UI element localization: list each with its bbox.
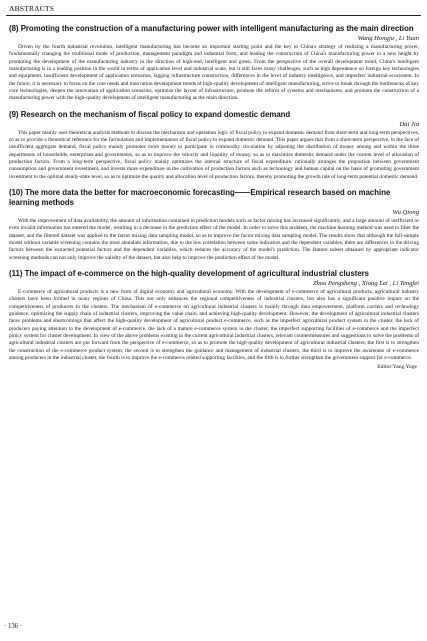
article-9: [9, 110, 419, 181]
article-title: (9) Research on the mechanism of fiscal policy to expand domestic demand: [9, 109, 291, 119]
article-abstract: With the improvement of data availability, the amount of information contained in prediction models such as factor mixing has increased significantly, and a large amount of inefficient or even invalid information has entered the model, resulting in a decrease in the prediction effect of the model. In order to solve this problem, the machine learning method was used to filter the dataset, and the filtered dataset was applied to the factor mixing data sampling model, so as to improve the factor mixing data sampling model. The results show that although the full-sample model without variable screening contains the most abundant information, due to the low correlation between some indicators and the dependent variables, there are differences in the driving factors between the extracted potential factors and the dependent variables, which reduces the accuracy of the model's prediction. The feature subset obtained by appropriate indicator screening methods can not only improve the validity of the dataset, but also help to improve the prediction effect of the model.: [9, 217, 419, 261]
article-8: [9, 24, 419, 103]
abstracts-content: [9, 24, 419, 371]
article-11: [9, 269, 419, 371]
article-authors: Wu Qiong: [392, 208, 419, 216]
article-title: (8) Promoting the construction of a manufacturing power with intelligent manufacturing as the main direction: [9, 24, 414, 33]
editor-credit: Editor:Yang Yuge: [377, 364, 417, 371]
article-abstract: E-commerce of agricultural products is a new form of digital economy and agricultural economy. With the development of e-commerce of agricultural products, agricultural industry clusters have been formed in many regions of China. This not only enhances the regional competitiveness of industrial clusters, but also has a significant positive impact on the competitiveness of producers in the clusters. The mechanism of e-commerce on agricultural industrial clusters is mainly through data empowerment, platform carriers and technology guidance, optimizing the supply chain of industrial clusters, improving the value chain, and achieving high-quality development. However, the development of agricultural industrial clusters faces problems and shortcomings that affect the high-quality development of agricultural product e-commerce, such as the imperfect agricultural product system in the cluster, the lack of producers paying attention to the development of e-commerce, the lack of a mature e-commerce system in the cluster, the imperfect supporting facilities of e-commerce and the imperfect policy system for cluster development. In view of the above problems existing in the current agricultural industrial clusters, relevant countermeasures and suggestions to solve the problems of agricultural industrial clusters are put forward from the perspective of e-commerce, so as to promote the high-quality development of agricultural industrial clusters; the first is to strengthen the construction of the e-commerce product system, the second is to strengthen the guidance and management of industrial clusters, the third is to improve the awareness of e-commerce among producers in the industrial cluster, the fourth is to improve the e-commerce related supporting facilities, and the fifth is to further strengthen the government support for e-commerce.: [9, 289, 419, 362]
article-abstract: Driven by the fourth industrial revolution, intelligent manufacturing has become an important starting point and the key to China's strategy of realizing a manufacturing power, fundamentally changing the traditional mode of production, management paradigm and industrial form, and leading the construction of China's manufacturing power to a new height by promoting the development of the manufacturing industry in the direction of high-end, intelligent and green. From the perspective of the overall development trend, China's intelligent manufacturing is in a leading position in the world in terms of application level and industrial scale, but it still faces many challenges, such as high dependence on foreign key technologies and equipment, insufficient development of application scenarios, lagging infrastructure construction, differences in the level of industry intelligence, and imperfect industrial ecosystem. In the future, it is necessary to focus on the core needs and innovation development trends of high-quality development of intelligent manufacturing, strive to break through the bottlenecks of key core technologies, deepen the innovation of application scenarios, optimize the layout of infrastructure, promote the reform of systems and mechanisms, and promote the construction of a manufacturing power with the high-quality development of intelligent manufacturing as the main direction.: [9, 44, 419, 102]
article-authors: Wang Hongju , Li Yuan: [357, 34, 419, 42]
header-rule: [6, 15, 421, 16]
article-title: (11) The impact of e-commerce on the high-quality development of agricultural industrial clusters: [9, 269, 370, 279]
article-authors: Dai Jia: [399, 120, 419, 128]
article-title: (10) The more data the better for macroeconomic forecasting——Empirical research based on machine learning methods: [9, 188, 391, 207]
article-abstract: This paper mainly uses theoretical analysis methods to discuss the mechanism and operation logic of fiscal policy to expand domestic demand from short-term and long-term perspectives, so as to provide a theoretical reference for the formulation and implementation of fiscal policy to expand domestic demand. This paper argues that from a short-term perspective, in the face of insufficient aggregate demand, fiscal policy mainly promotes more money to participate in commodity circulation by adjusting the distribution of money among and within the three departments of households, enterprises and governments, so as to improve the velocity and liquidity of money, so as to maximize domestic demand under the current level of allocation of production factors. From a long-term perspective, fiscal policy mainly optimizes the internal structure of fiscal expenditure, rationally arranges the proportion between government consumption and government investment, and invests more expenditure in the cultivation of production factors such as technology and human capital on the basis of promoting government investment to the optimal steady-state level, so as to optimize the quality and allocation level of production factors, thereby promoting the growth rate of long-term potential domestic demand.: [9, 129, 419, 180]
running-head: ABSTRACTS: [9, 4, 55, 13]
article-10: [9, 188, 419, 262]
page-number: · 136 ·: [4, 623, 23, 630]
article-authors: Zhou Pengsheng , Xiong Lei , Li Tengfei: [312, 279, 419, 287]
